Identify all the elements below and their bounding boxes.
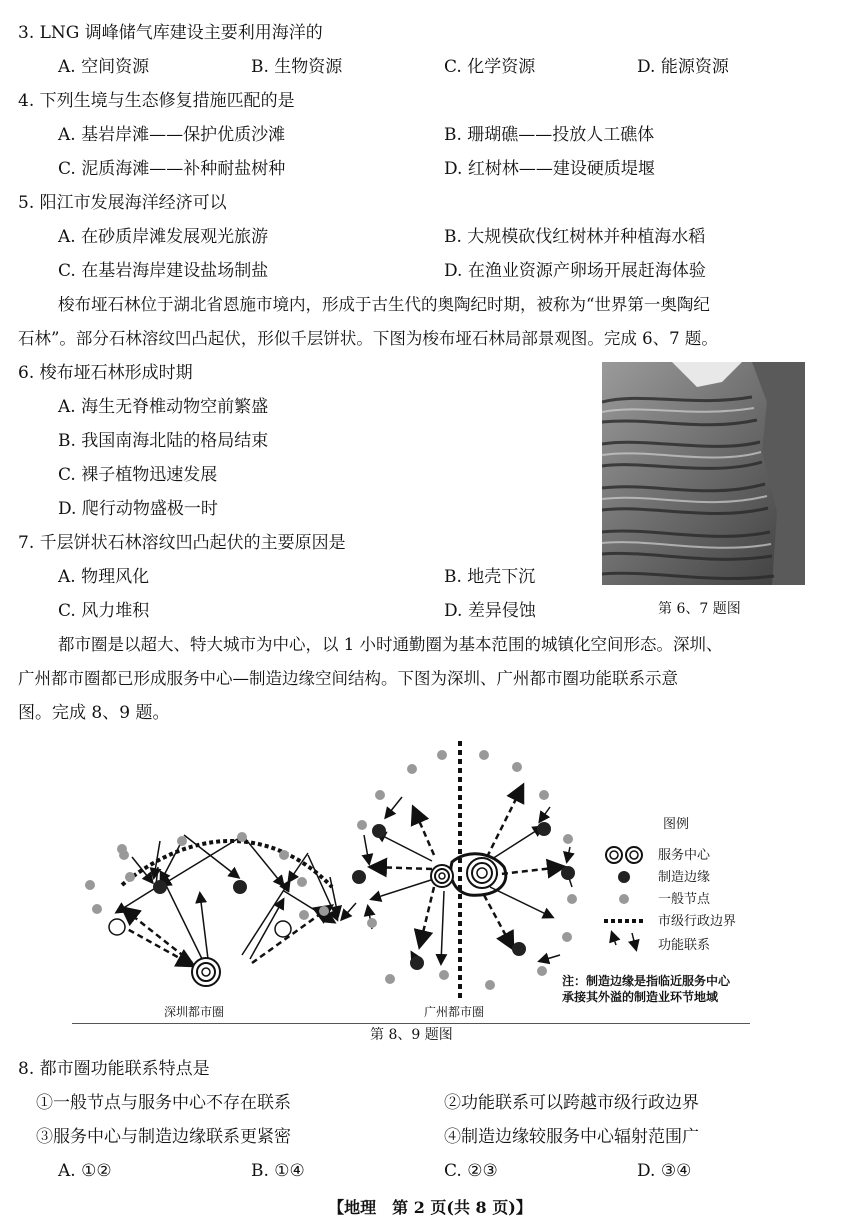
q6-option-d: D. 爬行动物盛极一时 <box>58 499 218 519</box>
q3-option-a: A. 空间资源 <box>58 57 150 77</box>
legend-title: 图例 <box>663 816 690 831</box>
q8-statement-1: ①一般节点与服务中心不存在联系 <box>36 1093 291 1113</box>
q5-option-b: B. 大规模砍伐红树林并种植海水稻 <box>444 227 706 247</box>
q3-stem: 3. LNG 调峰储气库建设主要利用海洋的 <box>18 23 323 43</box>
passage1-line1: 梭布垭石林位于湖北省恩施市境内，形成于古生代的奥陶纪时期，被称为“世界第一奥陶纪 <box>58 295 710 314</box>
q3-option-d: D. 能源资源 <box>637 57 729 77</box>
q4-option-c: C. 泥质海滩——补种耐盐树种 <box>58 159 286 179</box>
q5-stem: 5. 阳江市发展海洋经济可以 <box>18 193 227 213</box>
figure-caption: 第 8、9 题图 <box>370 1027 453 1043</box>
figure-note-line2: 承接其外溢的制造业环节地域 <box>562 990 719 1004</box>
q5-option-a: A. 在砂质岸滩发展观光旅游 <box>58 227 269 247</box>
q4-option-a: A. 基岩岸滩——保护优质沙滩 <box>58 125 286 145</box>
passage1-line2: 石林”。部分石林溶纹凹凸起伏，形似千层饼状。下图为梭布垭石林局部景观图。完成 6、7 题。 <box>18 329 718 348</box>
stone-forest-image <box>602 362 805 585</box>
q4-option-b: B. 珊瑚礁——投放人工礁体 <box>444 125 655 145</box>
q8-option-b: B. ①④ <box>251 1161 305 1181</box>
legend <box>604 847 644 949</box>
q7-stem: 7. 千层饼状石林溶纹凹凸起伏的主要原因是 <box>18 533 346 553</box>
passage2-line2: 广州都市圈都已形成服务中心—制造边缘空间结构。下图为深圳、广州都市圈功能联系示意 <box>18 669 678 688</box>
passage2-line1: 都市圈是以超大、特大城市为中心，以 1 小时通勤圈为基本范围的城镇化空间形态。深圳、 <box>58 635 723 654</box>
q8-statement-2: ②功能联系可以跨越市级行政边界 <box>444 1093 699 1113</box>
figure-note-line1: 注：制造边缘是指临近服务中心 <box>562 974 731 988</box>
stone-forest-photo <box>602 362 805 585</box>
q8-statement-4: ④制造边缘较服务中心辐射范围广 <box>444 1127 699 1147</box>
q5-option-c: C. 在基岩海岸建设盐场制盐 <box>58 261 269 281</box>
q7-option-a: A. 物理风化 <box>58 567 150 587</box>
q8-option-a: A. ①② <box>58 1161 112 1181</box>
q6-option-c: C. 裸子植物迅速发展 <box>58 465 218 485</box>
q4-option-d: D. 红树林——建设硬质堤堰 <box>444 159 655 179</box>
q6-option-b: B. 我国南海北陆的格局结束 <box>58 431 269 451</box>
legend-service-center: 服务中心 <box>658 847 711 862</box>
q3-option-c: C. 化学资源 <box>444 57 536 77</box>
legend-admin-boundary: 市级行政边界 <box>658 913 737 928</box>
q8-option-c: C. ②③ <box>444 1161 498 1181</box>
q6-option-a: A. 海生无脊椎动物空前繁盛 <box>58 397 269 417</box>
q8-statement-3: ③服务中心与制造边缘联系更紧密 <box>36 1127 291 1147</box>
guangzhou-label: 广州都市圈 <box>424 1005 485 1019</box>
page-footer: 【地理 第 2 页(共 8 页)】 <box>328 1198 532 1217</box>
q8-stem: 8. 都市圈功能联系特点是 <box>18 1059 210 1079</box>
passage2-line3: 图。完成 8、9 题。 <box>18 703 170 723</box>
q4-stem: 4. 下列生境与生态修复措施匹配的是 <box>18 91 295 111</box>
q3-option-b: B. 生物资源 <box>251 57 343 77</box>
legend-general-node: 一般节点 <box>658 891 711 906</box>
q7-option-c: C. 风力堆积 <box>58 601 150 621</box>
legend-manufacturing-edge: 制造边缘 <box>658 869 711 884</box>
metropolitan-diagram <box>72 737 750 1024</box>
legend-functional-link: 功能联系 <box>658 937 711 952</box>
q6-stem: 6. 梭布垭石林形成时期 <box>18 363 193 383</box>
photo-caption: 第 6、7 题图 <box>658 601 741 617</box>
q8-option-d: D. ③④ <box>637 1161 692 1181</box>
q5-option-d: D. 在渔业资源产卵场开展赶海体验 <box>444 261 706 281</box>
q7-option-d: D. 差异侵蚀 <box>444 601 536 621</box>
q7-option-b: B. 地壳下沉 <box>444 567 536 587</box>
shenzhen-label: 深圳都市圈 <box>164 1005 225 1019</box>
